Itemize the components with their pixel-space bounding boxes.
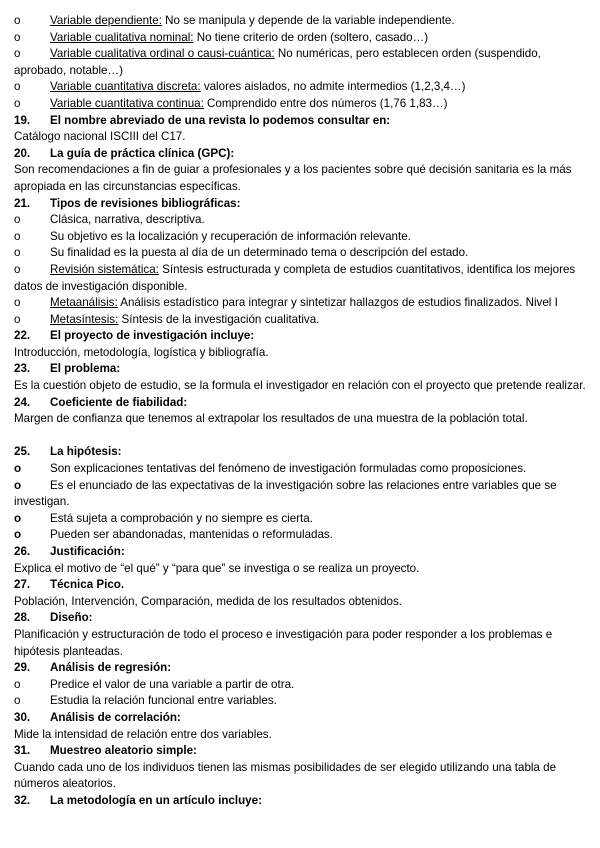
section-body: Catálogo nacional ISCIII del C17. (14, 130, 186, 144)
list-item (14, 461, 586, 478)
section-title: Muestreo aleatorio simple: (50, 744, 197, 758)
list-item (14, 677, 586, 694)
term: Metaanálisis: (50, 296, 118, 310)
list-item-text: Estudia la relación funcional entre variables. (50, 694, 277, 708)
section-body: Son recomendaciones a fin de guiar a profesionales y a los pacientes sobre qué decisión sanitaria es la más apropiada en las circunstancias específicas. (14, 163, 572, 193)
bullet: o (14, 213, 21, 227)
list-item-text: Su objetivo es la localización y recuperación de información relevante. (50, 229, 411, 243)
definition: No numéricas, pero establecen orden (suspendido, aprobado, notable…) (14, 47, 541, 77)
section-number: 31. (14, 744, 31, 758)
section-body: Margen de confianza que tenemos al extrapolar los resultados de una muestra de la población total. (14, 412, 528, 426)
section-heading (14, 444, 586, 461)
section-heading (14, 196, 586, 213)
section-heading (14, 660, 586, 677)
section-body: Población, Intervención, Comparación, medida de los resultados obtenidos. (14, 594, 402, 608)
section-number: 25. (14, 445, 31, 459)
definition: Síntesis de la investigación cualitativa. (118, 312, 320, 326)
section-title: El nombre abreviado de una revista lo podemos consultar en: (50, 113, 391, 127)
section-body: Mide la intensidad de relación entre dos variables. (14, 727, 272, 741)
list-item (14, 79, 586, 96)
term: Variable cuantitativa continua: (50, 96, 204, 110)
spacer (14, 428, 586, 445)
section-title: Justificación: (50, 545, 125, 558)
list-item (14, 693, 586, 710)
bullet: o (14, 694, 21, 708)
term: Variable cualitativa nominal: (50, 30, 194, 44)
bullet: o (14, 312, 21, 326)
list-item-text: Está sujeta a comprobación y no siempre es cierta. (50, 511, 313, 525)
bullet: o (14, 14, 21, 27)
bullet: o (14, 296, 21, 310)
section-title: Análisis de correlación: (50, 710, 181, 724)
section-title: El problema: (50, 362, 121, 376)
section-number: 29. (14, 661, 31, 675)
list-item (14, 262, 586, 295)
section-body: Explica el motivo de “el qué” y “para que” se investiga o se realiza un proyecto. (14, 561, 420, 575)
list-item (14, 527, 586, 544)
section-body: Es la cuestión objeto de estudio, se la formula el investigador en relación con el proyecto que pretende realizar. (14, 379, 586, 393)
list-item (14, 96, 586, 113)
term: Variable cuantitativa discreta: (50, 80, 201, 94)
section-number: 19. (14, 113, 31, 127)
section-heading (14, 577, 586, 594)
section-number: 26. (14, 545, 31, 558)
section-title: La guía de práctica clínica (GPC): (50, 146, 235, 160)
list-item (14, 295, 586, 312)
section-title: La metodología en un artículo incluye: (50, 793, 262, 807)
list-item (14, 46, 586, 79)
section-heading (14, 743, 586, 760)
definition: valores aislados, no admite intermedios (1,2,3,4…) (200, 80, 466, 94)
section-body: Cuando cada uno de los individuos tienen las mismas posibilidades de ser elegido utilizando una tabla de números aleatorios. (14, 760, 557, 791)
term: Variable dependiente: (50, 14, 162, 27)
definition: Análisis estadístico para integrar y sintetizar hallazgos de estudios finalizados. Nivel I (117, 296, 558, 310)
definition: No tiene criterio de orden (soltero, casado…) (193, 30, 429, 44)
bullet: o (14, 246, 21, 260)
term: Metasíntesis: (50, 312, 119, 326)
definition: No se manipula y depende de la variable independiente. (161, 14, 455, 27)
list-item (14, 229, 586, 246)
list-item-text: Predice el valor de una variable a partir de otra. (50, 677, 295, 691)
section-number: 24. (14, 395, 31, 409)
section-body: Planificación y estructuración de todo el proceso e investigación para poder responder a los problemas e hipótesis planteadas. (14, 627, 553, 658)
list-item-text: Son explicaciones tentativas del fenómeno de investigación formuladas como proposiciones. (50, 462, 527, 476)
list-item-text: Clásica, narrativa, descriptiva. (50, 213, 205, 227)
section-heading (14, 113, 586, 130)
section-title: El proyecto de investigación incluye: (50, 329, 255, 343)
bullet: o (14, 677, 21, 691)
section-number: 27. (14, 578, 31, 592)
bullet: o (14, 478, 22, 492)
section-heading (14, 710, 586, 727)
bullet: o (14, 96, 21, 110)
term: Revisión sistemática: (50, 262, 159, 276)
section-number: 21. (14, 196, 31, 210)
section-body: Introducción, metodología, logística y bibliografía. (14, 345, 269, 359)
section-number: 22. (14, 329, 31, 343)
section-heading (14, 610, 586, 627)
definition: Comprendido entre dos números (1,76 1,83…) (203, 96, 448, 110)
bullet: o (14, 262, 21, 276)
bullet: o (14, 462, 22, 476)
bullet: o (14, 30, 21, 44)
bullet: o (14, 80, 21, 94)
section-title: Diseño: (50, 611, 93, 625)
section-title: Coeficiente de fiabilidad: (50, 395, 188, 409)
list-item (14, 212, 586, 229)
list-item-text: Pueden ser abandonadas, mantenidas o reformuladas. (50, 528, 333, 542)
list-item (14, 312, 586, 329)
section-heading (14, 793, 586, 810)
bullet: o (14, 47, 21, 61)
section-title: La hipótesis: (50, 445, 122, 459)
definition: Síntesis estructurada y completa de estudios cuantitativos, identifica los mejores datos de investigación disponible. (14, 262, 576, 293)
list-item (14, 13, 586, 30)
list-item-text: Es el enunciado de las expectativas de la investigación sobre las relaciones entre variables que se investigan. (14, 478, 557, 509)
term: Variable cualitativa ordinal o causi-cuántica: (50, 47, 275, 61)
section-number: 20. (14, 146, 31, 160)
bullet: o (14, 511, 22, 525)
section-heading (14, 361, 586, 378)
bullet: o (14, 229, 21, 243)
section-heading (14, 146, 586, 163)
section-title: Tipos de revisiones bibliográficas: (50, 196, 241, 210)
section-number: 23. (14, 362, 31, 376)
section-title: Análisis de regresión: (50, 661, 172, 675)
section-heading (14, 395, 586, 412)
list-item-text: Su finalidad es la puesta al día de un determinado tema o descripción del estado. (50, 246, 469, 260)
section-title: Técnica Pico. (50, 578, 125, 592)
section-number: 30. (14, 710, 31, 724)
list-item (14, 478, 586, 511)
list-item (14, 30, 586, 47)
section-heading (14, 328, 586, 345)
section-number: 32. (14, 793, 31, 807)
bullet: o (14, 528, 22, 542)
section-number: 28. (14, 611, 31, 625)
list-item (14, 511, 586, 528)
list-item (14, 245, 586, 262)
section-heading (14, 544, 586, 561)
